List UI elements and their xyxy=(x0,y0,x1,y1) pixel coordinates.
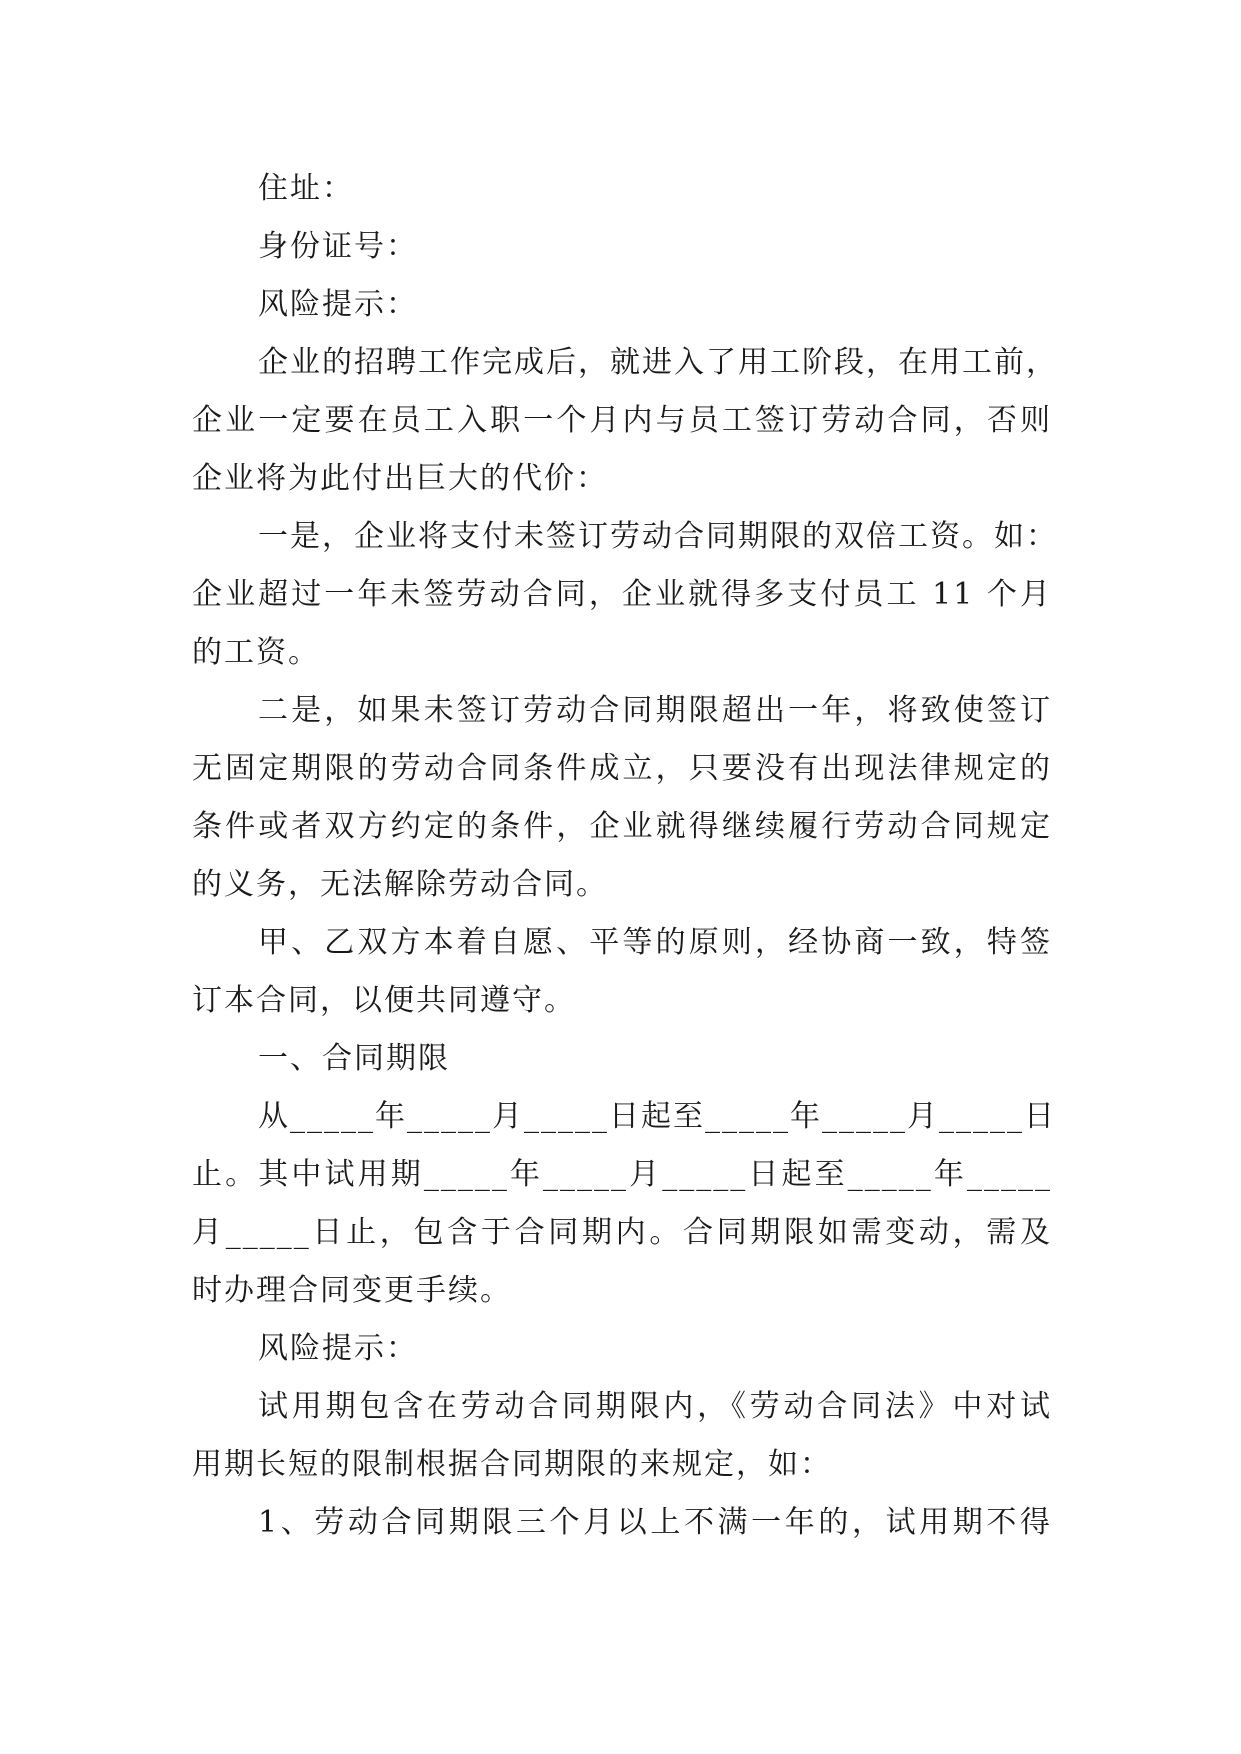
document-line: 一是，企业将支付未签订劳动合同期限的双倍工资。如： xyxy=(258,519,1058,554)
document-line: 试用期包含在劳动合同期限内，《劳动合同法》中对试 xyxy=(258,1389,1052,1424)
document-line: 的工资。 xyxy=(192,635,320,670)
document-line: 风险提示： xyxy=(258,1331,418,1366)
document-line: 1、劳动合同期限三个月以上不满一年的，试用期不得 xyxy=(258,1505,1052,1540)
document-line: 甲、乙双方本着自愿、平等的原则，经协商一致，特签 xyxy=(258,925,1052,960)
document-line: 企业一定要在员工入职一个月内与员工签订劳动合同，否则 xyxy=(192,403,1052,438)
document-line: 时办理合同变更手续。 xyxy=(192,1273,512,1308)
document-body xyxy=(192,160,1058,1552)
document-line: 企业超过一年未签劳动合同，企业就得多支付员工 11 个月 xyxy=(192,577,1052,612)
document-line: 订本合同，以便共同遵守。 xyxy=(192,983,576,1018)
document-line: 住址： xyxy=(258,171,354,206)
document-line: 一、合同期限 xyxy=(258,1041,450,1076)
document-line: 企业的招聘工作完成后，就进入了用工阶段，在用工前， xyxy=(258,345,1058,380)
document-line: 条件或者双方约定的条件，企业就得继续履行劳动合同规定 xyxy=(192,809,1052,844)
document-line: 止。其中试用期_____年_____月_____日起至_____年_____ xyxy=(192,1157,1052,1192)
document-line: 二是，如果未签订劳动合同期限超出一年，将致使签订 xyxy=(258,693,1052,728)
document-line: 风险提示： xyxy=(258,287,418,322)
document-line: 企业将为此付出巨大的代价： xyxy=(192,461,608,496)
document-line: 身份证号： xyxy=(258,229,418,264)
document-line: 无固定期限的劳动合同条件成立，只要没有出现法律规定的 xyxy=(192,751,1052,786)
document-line: 的义务，无法解除劳动合同。 xyxy=(192,867,608,902)
document-line: 从_____年_____月_____日起至_____年_____月_____日 xyxy=(258,1099,1056,1134)
document-line: 月_____日止，包含于合同期内。合同期限如需变动，需及 xyxy=(192,1215,1052,1250)
document-line: 用期长短的限制根据合同期限的来规定，如： xyxy=(192,1447,832,1482)
